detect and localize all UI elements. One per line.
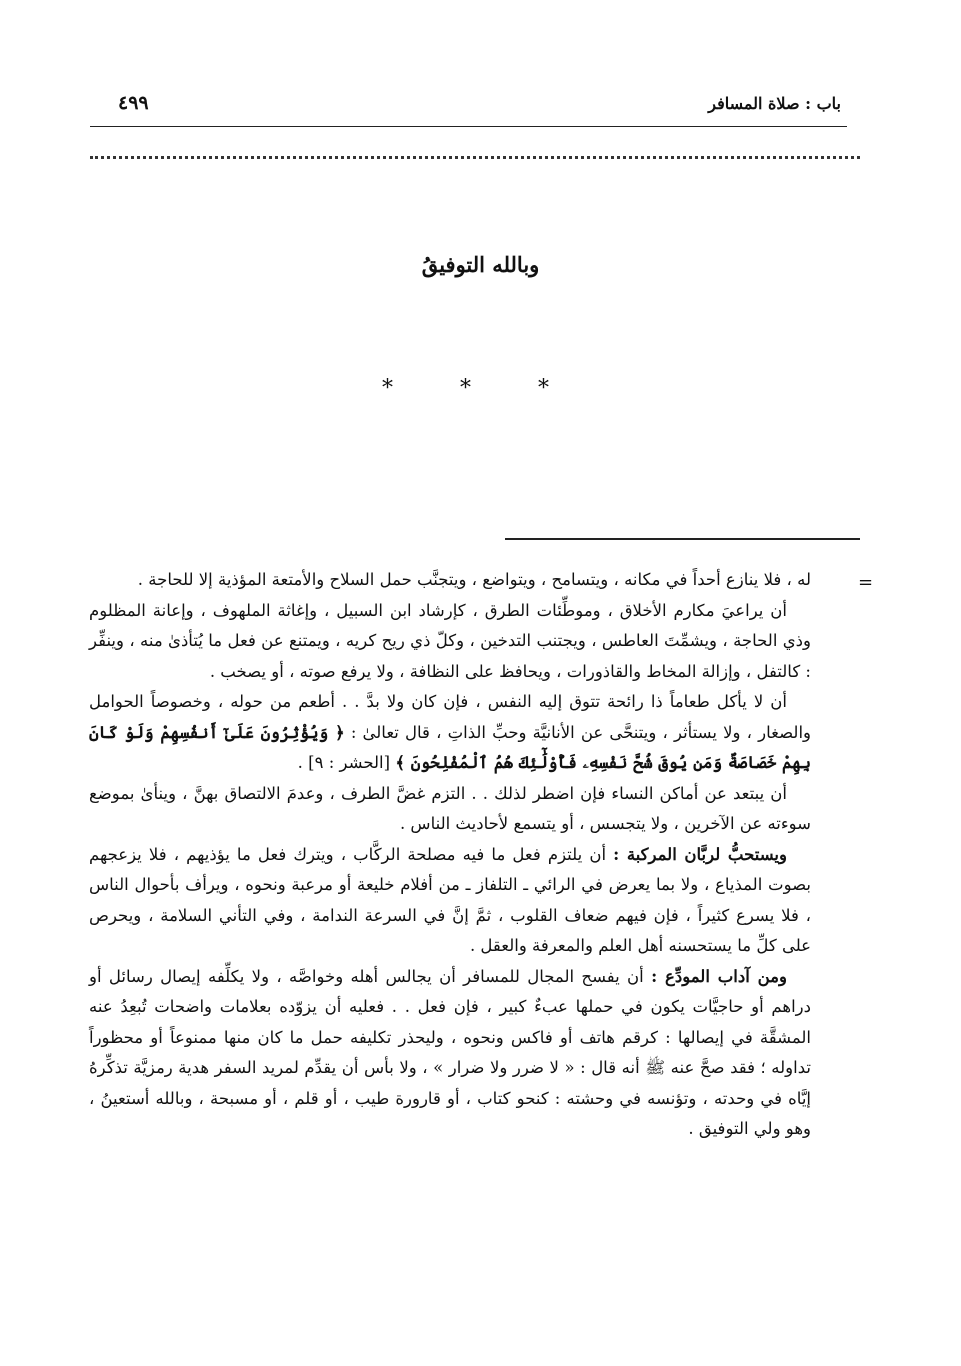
dotted-separator bbox=[90, 156, 860, 159]
paragraph-lead: ويستحبُّ لربَّان المركبة : bbox=[613, 844, 787, 864]
footnote-paragraph bbox=[89, 840, 811, 962]
header-rule bbox=[90, 126, 847, 127]
paragraph-text: أن يفسح المجال للمسافر أن يجالس أهله وخواصَّه ، ولا يكلِّفه إيصال رسائل أو دراهم أو حاجيَّات يكون في حملها عبءٌ كبير ، فإن فعل . . فعليه أن يزوّده بعلامات واضحات تُبعِدُ عنه المشقَّة في إيصالها : كرقم هاتف أو فاكس ونحوه ، وليحذر تكليفه حمل ما كان منها ممنوعاً أو محظوراً تداوله ؛ فقد صحَّ عنه ﷺ أنه قال : « لا ضرر ولا ضرار » ، ولا بأس أن يقدِّم لمريد السفر هدية رمزيَّة تذكِّرهُ إيَّاه في وحدته ، وتؤنسه في وحشته : كنحو كتاب ، أو قارورة طيب ، أو قلم ، أو مسبحة ، وبالله أستعينُ ، وهو ولي التوفيق . bbox=[89, 966, 811, 1138]
page-number: ٤٩٩ bbox=[118, 92, 149, 114]
footnote-text bbox=[89, 565, 811, 1145]
verse-reference: [الحشر : ٩] . bbox=[297, 753, 391, 772]
footnote-paragraph bbox=[89, 962, 811, 1145]
footnote-paragraph: أن يبتعد عن أماكن النساء فإن اضطر لذلك . . التزم غضَّ الطرف ، وعدمَ الالتصاق بهنَّ ، وينأىٰ بموضع سوءته عن الآخرين ، ولا يتجسس ، أو يتسمع لأحاديث الناس . bbox=[89, 783, 811, 833]
footnote-rule bbox=[505, 538, 860, 540]
footnote-paragraph bbox=[89, 687, 811, 779]
paragraph-text: أن يلتزم فعل ما فيه مصلحة الركَّاب ، ويترك فعل ما يؤذيهم ، فلا يزعجهم بصوت المذياع ، ولا بما يعرض في الرائي ـ التلفاز ـ من أفلام خليعة أو مرعبة ونحوه ، ويرأف بأحوال الناس ، فلا يسرع كثيراً ، فإن فيهم ضعاف القلوب ، ثمَّ إنَّ في السرعة الندامة ، وفي التأني السلامة ، ويحرص على كلِّ ما يستحسنه أهل العلم والمعرفة والعقل . bbox=[89, 844, 811, 955]
closing-phrase: وبالله التوفيقُ bbox=[421, 252, 540, 277]
footnote-paragraph: له ، فلا ينازع أحداً في مكانه ، ويتسامح ، ويتواضع ، ويتجنَّب حمل السلاح والأمتعة المؤذية إلا للحاجة . bbox=[137, 570, 811, 589]
footnote-paragraph: أن يراعيَ مكارم الأخلاق ، وموطِّئات الطرق ، كإرشاد ابن السبيل ، وإغاثة الملهوف ، وإعانة المظلوم وذي الحاجة ، ويشمِّتَ العاطس ، ويجتنب التدخين ، وكلّ ذي ريح كريه ، ويمتنع عن فعل ما يُتأذىٰ منه ، وينفِّر : كالتفل ، وإزالة المخاط والقاذورات ، ويحافظ على النظافة ، ولا يرفع صوته ، أو يصخب . bbox=[89, 600, 811, 681]
paragraph-text: أن لا يأكل طعاماً ذا رائحة تتوق إليه النفس ، فإن كان ولا بدَّ . . أطعم من حوله ، وخصوصاً الحوامل والصغار ، ولا يستأثر ، ويتنحَّى عن الأنانيَّة وحبِّ الذاتِ ، قال تعالىٰ : bbox=[89, 692, 811, 742]
running-head: باب : صلاة المسافر bbox=[708, 94, 841, 113]
paragraph-lead: ومن آداب المودِّع : bbox=[651, 966, 787, 986]
section-separator-stars: * * * bbox=[382, 376, 579, 401]
quran-verse: ﴿ وَيُؤْثِرُونَ عَلَىٰٓ أَنفُسِهِمْ وَلَوْ كَانَ بِهِمْ خَصَاصَةٌ وَمَن يُوقَ شُحَّ نَفْسِهِۦ فَأُوْلَٰٓئِكَ هُمُ ٱلْمُفْلِحُونَ ﴾ bbox=[89, 722, 811, 772]
footnote-continuation-mark: = bbox=[858, 572, 874, 593]
